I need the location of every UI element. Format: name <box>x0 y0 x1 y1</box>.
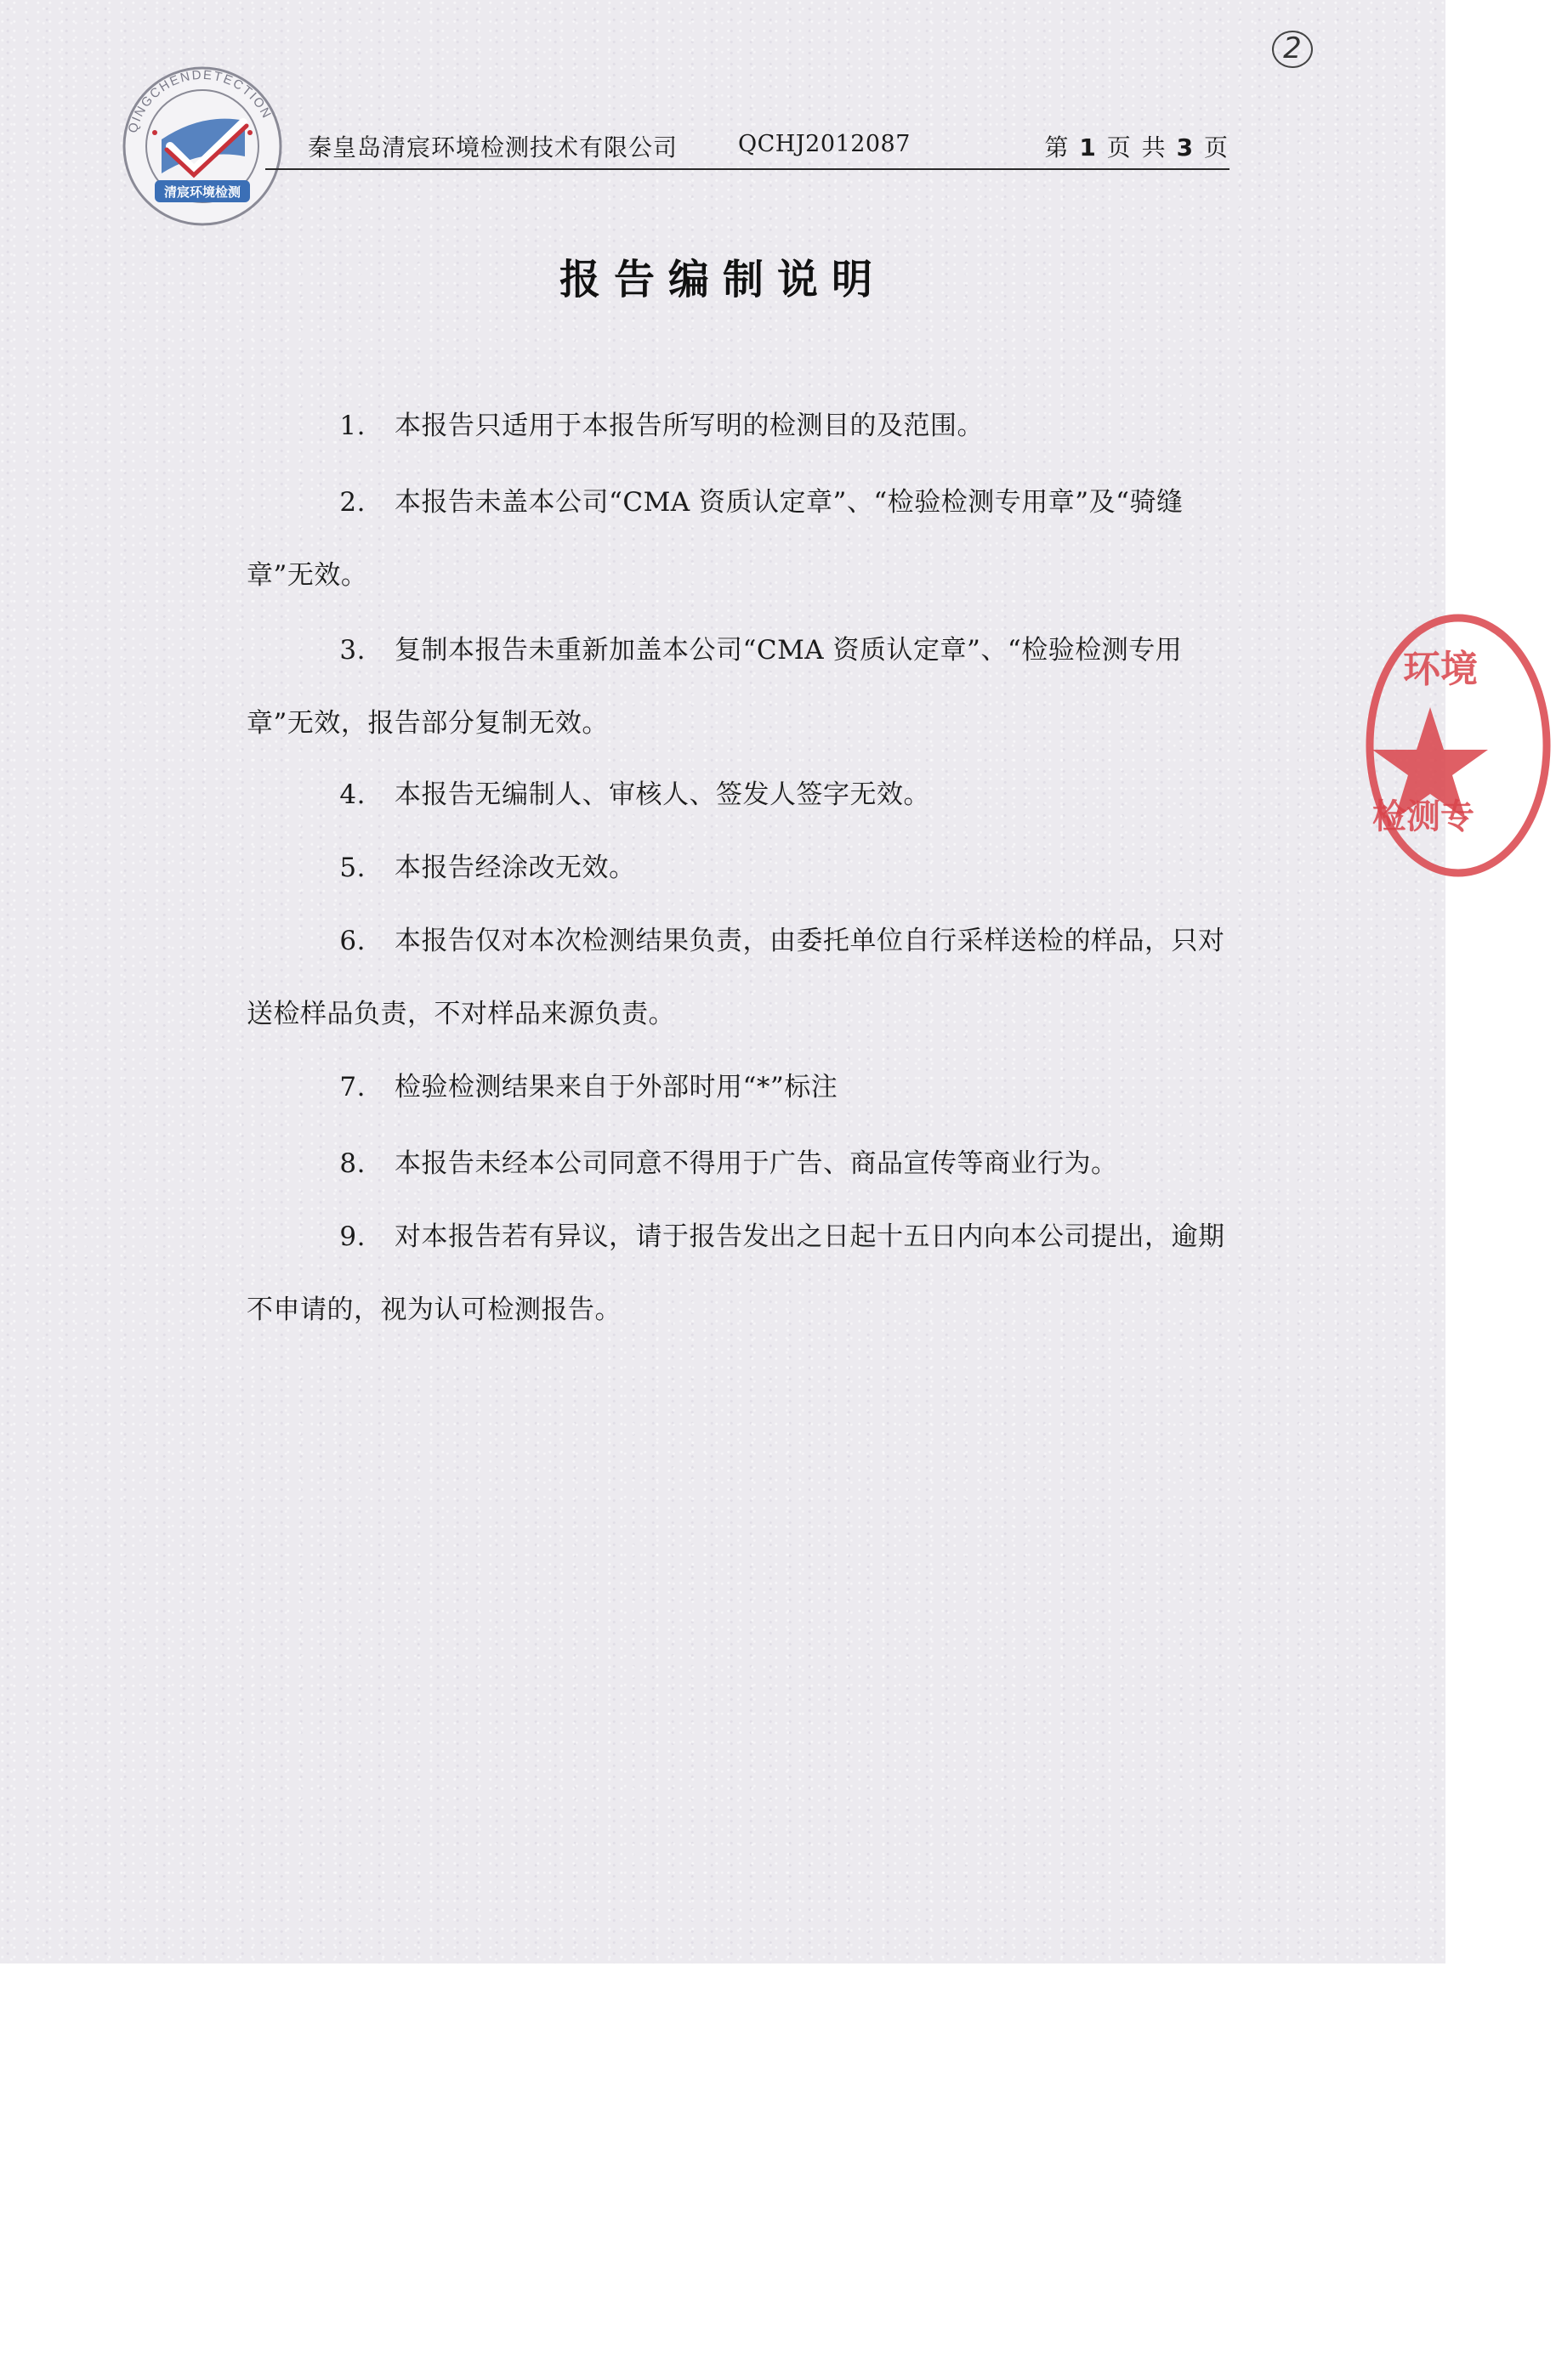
seal-text-bottom: 检测专 <box>1372 797 1474 836</box>
item-text: 本报告未盖本公司“CMA 资质认定章”、“检验检测专用章”及“骑缝章”无效。 <box>247 487 1184 591</box>
item-text: 本报告仅对本次检测结果负责，由委托单位自行采样送检的样品，只对送检样品负责，不对样品来源负责。 <box>247 926 1225 1029</box>
item-number: 1. <box>339 411 366 441</box>
list-item <box>247 758 1233 831</box>
report-number: QCHJ2012087 <box>738 131 911 157</box>
list-item <box>247 1051 1233 1124</box>
item-number: 8. <box>339 1148 366 1179</box>
page-total: 3 <box>1176 133 1195 162</box>
item-number: 5. <box>339 853 366 883</box>
page-indicator <box>1044 129 1229 163</box>
list-item <box>247 904 1233 1051</box>
item-number: 3. <box>339 635 366 666</box>
list-item <box>247 389 1233 462</box>
item-number: 9. <box>339 1221 366 1252</box>
item-text: 本报告只适用于本报告所写明的检测目的及范围。 <box>395 411 984 441</box>
inspection-seal-icon <box>1360 605 1556 886</box>
page-current: 1 <box>1079 133 1098 162</box>
logo-band-text: 清宸环境检测 <box>163 184 241 200</box>
item-number: 2. <box>339 487 366 518</box>
list-item <box>247 614 1233 760</box>
company-name: 秦皇岛清宸环境检测技术有限公司 <box>308 133 679 162</box>
item-text: 本报告经涂改无效。 <box>395 853 636 883</box>
list-item <box>247 1200 1233 1346</box>
list-item <box>247 1127 1233 1200</box>
seal-text-top: 环境 <box>1403 648 1478 691</box>
item-text: 对本报告若有异议，请于报告发出之日起十五日内向本公司提出，逾期不申请的，视为认可检测报告。 <box>247 1221 1225 1325</box>
page-suffix: 页 <box>1203 133 1229 162</box>
item-text: 本报告无编制人、审核人、签发人签字无效。 <box>395 779 930 810</box>
item-number: 6. <box>339 926 366 956</box>
item-text: 检验检测结果来自于外部时用“*”标注 <box>395 1072 838 1102</box>
item-number: 4. <box>339 779 366 810</box>
company-logo-icon <box>117 61 287 231</box>
page-header <box>265 128 1229 170</box>
page-prefix: 第 <box>1044 133 1070 162</box>
list-item <box>247 831 1233 904</box>
item-text: 本报告未经本公司同意不得用于广告、商品宣传等商业行为。 <box>395 1148 1118 1179</box>
item-text: 复制本报告未重新加盖本公司“CMA 资质认定章”、“检验检测专用章”无效，报告部分复制无效。 <box>247 635 1183 739</box>
list-item <box>247 466 1233 612</box>
item-number: 7. <box>339 1072 366 1102</box>
document-title: 报告编制说明 <box>559 256 886 303</box>
handwritten-page-mark: 2 <box>1272 31 1313 68</box>
page-mid: 页 共 <box>1106 133 1167 162</box>
logo-ring-text: QINGCHENDETECTION <box>125 67 275 135</box>
